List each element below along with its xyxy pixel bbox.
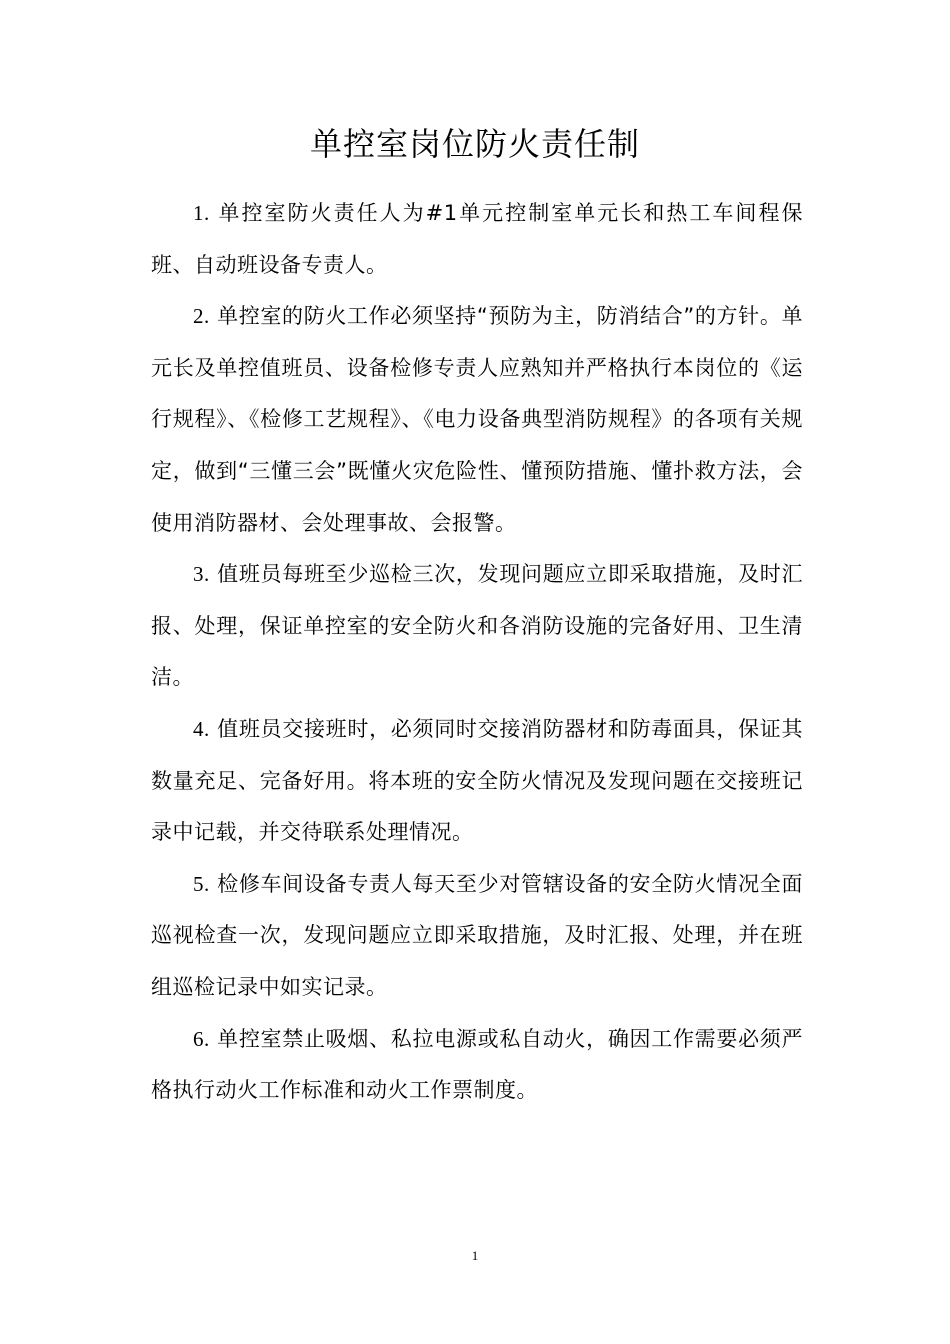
paragraph-text: 检修车间设备专责人每天至少对管辖设备的安全防火情况全面巡视检查一次，发现问题应立即采取措施，及时汇报、处理，并在班组巡检记录中如实记录。 xyxy=(151,871,803,999)
paragraph-2 xyxy=(151,291,803,549)
paragraph-number: 4. xyxy=(193,716,210,741)
paragraph-5 xyxy=(151,859,803,1014)
paragraph-text: 单控室防火责任人为#1单元控制室单元长和热工车间程保班、自动班设备专责人。 xyxy=(151,201,803,277)
paragraph-number: 2. xyxy=(193,304,210,329)
paragraph-number: 1. xyxy=(193,201,210,225)
paragraph-text: 单控室的防火工作必须坚持“预防为主，防消结合”的方针。单元长及单控值班员、设备检修专责人应熟知并严格执行本岗位的《运行规程》、《检修工艺规程》、《电力设备典型消防规程》的各项有关规定，做到“三懂三会”既懂火灾危险性、懂预防措施、懂扑救方法，会使用消防器材、会处理事故、会报警。 xyxy=(151,304,803,535)
paragraph-6 xyxy=(151,1014,803,1117)
document-body xyxy=(151,188,803,1117)
paragraph-text: 单控室禁止吸烟、私拉电源或私自动火，确因工作需要必须严格执行动火工作标准和动火工作票制度。 xyxy=(151,1026,803,1103)
paragraph-number: 6. xyxy=(193,1026,210,1051)
paragraph-3 xyxy=(151,549,803,704)
paragraph-1 xyxy=(151,188,803,291)
paragraph-number: 5. xyxy=(193,871,210,896)
paragraph-text: 值班员每班至少巡检三次，发现问题应立即采取措施，及时汇报、处理，保证单控室的安全防火和各消防设施的完备好用、卫生清洁。 xyxy=(151,562,803,690)
paragraph-number: 3. xyxy=(193,562,210,587)
document-title: 单控室岗位防火责任制 xyxy=(309,125,640,163)
paragraph-text: 值班员交接班时，必须同时交接消防器材和防毒面具，保证其数量充足、完备好用。将本班的安全防火情况及发现问题在交接班记录中记载，并交待联系处理情况。 xyxy=(151,716,803,845)
paragraph-4 xyxy=(151,704,803,859)
page-number: 1 xyxy=(471,1248,479,1263)
